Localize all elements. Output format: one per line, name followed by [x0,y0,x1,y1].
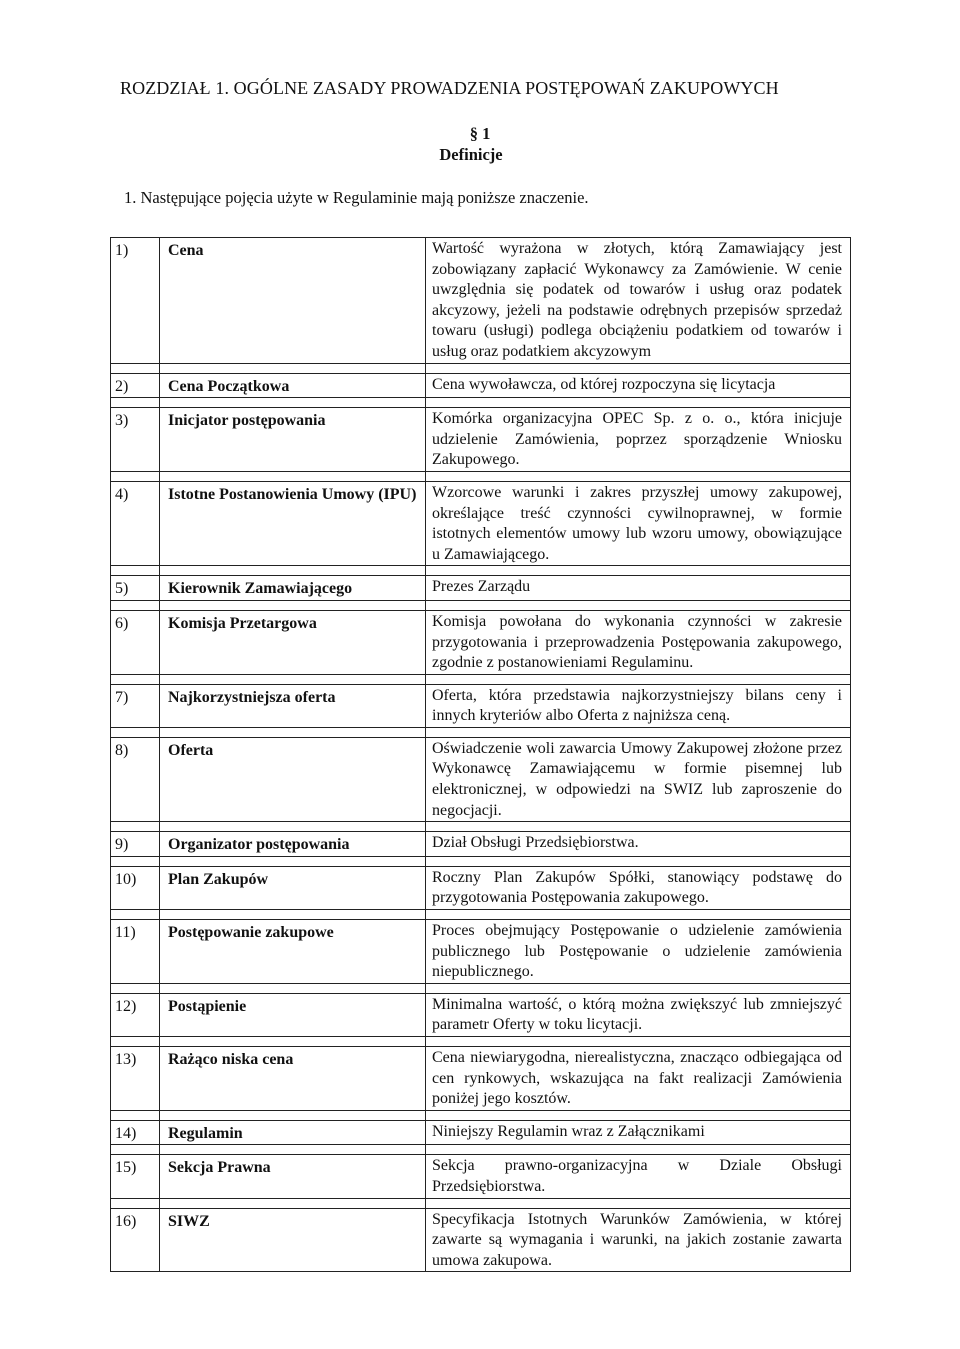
definition-description: Oświadczenie woli zawarcia Umowy Zakupowej złożone przez Wykonawcę Zamawiającemu w formie pisemnej lub elektronicznej, w odpowiedzi na SWIZ lub zaproszenie do negocjacji. [426,737,851,821]
definition-row [111,920,851,984]
definition-description: Roczny Plan Zakupów Spółki, stanowiący podstawę do przygotowania Postępowania zakupowego. [426,866,851,909]
definition-number: 5) [111,576,160,601]
definition-number: 12) [111,993,160,1036]
definition-term: Oferta [160,737,426,821]
row-spacer [111,398,851,408]
definition-number: 11) [111,920,160,984]
definition-description: Proces obejmujący Postępowanie o udzielenie zamówienia publicznego lub Postępowanie o udzielenie zamówienia niepublicznego. [426,920,851,984]
definition-row [111,866,851,909]
row-spacer-cell [111,1110,160,1120]
row-spacer-cell [426,566,851,576]
definition-row [111,1155,851,1198]
row-spacer-cell [111,1037,160,1047]
row-spacer [111,1037,851,1047]
definition-row [111,684,851,727]
definition-term: Inicjator postępowania [160,408,426,472]
definition-row [111,610,851,674]
definition-term: Kierownik Zamawiającego [160,576,426,601]
row-spacer-cell [426,600,851,610]
row-spacer-cell [426,1110,851,1120]
definitions-table-body [111,238,851,1272]
row-spacer-cell [111,856,160,866]
definition-description: Dział Obsługi Przedsiębiorstwa. [426,832,851,857]
definition-row [111,1047,851,1111]
definition-row [111,481,851,565]
definition-number: 8) [111,737,160,821]
definition-description: Komórka organizacyjna OPEC Sp. z o. o., która inicjuje udzielenie Zamówienia, poprzez sporządzenie Wniosku Zakupowego. [426,408,851,472]
definition-row [111,1208,851,1272]
definition-term: Istotne Postanowienia Umowy (IPU) [160,481,426,565]
row-spacer-cell [160,398,426,408]
row-spacer-cell [426,856,851,866]
row-spacer-cell [160,1145,426,1155]
definition-term: Postąpienie [160,993,426,1036]
row-spacer-cell [160,363,426,373]
definition-number: 6) [111,610,160,674]
row-spacer-cell [160,471,426,481]
chapter-title: ROZDZIAŁ 1. OGÓLNE ZASADY PROWADZENIA POSTĘPOWAŃ ZAKUPOWYCH [120,78,779,98]
definition-number: 13) [111,1047,160,1111]
row-spacer-cell [426,1145,851,1155]
row-spacer-cell [426,674,851,684]
row-spacer [111,910,851,920]
definitions-table [110,237,851,1272]
row-spacer-cell [426,910,851,920]
definition-term: Organizator postępowania [160,832,426,857]
row-spacer [111,822,851,832]
row-spacer-cell [426,822,851,832]
definition-description: Niniejszy Regulamin wraz z Załącznikami [426,1120,851,1145]
definition-term: Rażąco niska cena [160,1047,426,1111]
row-spacer [111,566,851,576]
definition-row [111,993,851,1036]
row-spacer [111,1198,851,1208]
row-spacer [111,1110,851,1120]
definition-number: 1) [111,238,160,364]
row-spacer-cell [160,674,426,684]
definition-term: Komisja Przetargowa [160,610,426,674]
row-spacer-cell [111,983,160,993]
definition-number: 14) [111,1120,160,1145]
definition-number: 2) [111,373,160,398]
definition-term: Cena Początkowa [160,373,426,398]
row-spacer-cell [111,471,160,481]
definition-description: Komisja powołana do wykonania czynności w zakresie przygotowania i przeprowadzenia Postępowania zakupowego, zgodnie z postanowieniami Regulaminu. [426,610,851,674]
definition-row [111,373,851,398]
definition-term: Regulamin [160,1120,426,1145]
row-spacer-cell [426,471,851,481]
row-spacer-cell [160,856,426,866]
row-spacer-cell [111,398,160,408]
row-spacer [111,1145,851,1155]
section-number: § 1 [469,124,491,143]
row-spacer-cell [111,822,160,832]
row-spacer-cell [426,363,851,373]
definition-description: Cena niewiarygodna, nierealistyczna, znacząco odbiegająca od cen rynkowych, wskazująca na fakt realizacji Zamówienia poniżej jego kosztów. [426,1047,851,1111]
row-spacer-cell [160,983,426,993]
row-spacer-cell [111,566,160,576]
definition-description: Wzorcowe warunki i zakres przyszłej umowy zakupowej, określające treść czynności cywilnoprawnej, w formie istotnych elementów umowy lub wzoru umowy, obowiązujące u Zamawiającego. [426,481,851,565]
definition-term: Najkorzystniejsza oferta [160,684,426,727]
definition-row [111,576,851,601]
definition-description: Minimalna wartość, o którą można zwiększyć lub zmniejszyć parametr Oferty w toku licytacji. [426,993,851,1036]
definition-number: 10) [111,866,160,909]
row-spacer-cell [160,1198,426,1208]
row-spacer-cell [111,674,160,684]
row-spacer-cell [426,983,851,993]
row-spacer [111,727,851,737]
definition-description: Prezes Zarządu [426,576,851,601]
row-spacer [111,983,851,993]
row-spacer-cell [160,1037,426,1047]
row-spacer-cell [111,363,160,373]
definition-row [111,832,851,857]
definition-description: Cena wywoławcza, od której rozpoczyna się licytacja [426,373,851,398]
row-spacer-cell [426,1037,851,1047]
definition-term: SIWZ [160,1208,426,1272]
row-spacer-cell [426,1198,851,1208]
definition-term: Cena [160,238,426,364]
row-spacer-cell [160,910,426,920]
row-spacer-cell [111,1145,160,1155]
row-spacer-cell [426,398,851,408]
section-title: Definicje [439,145,503,164]
definition-description: Specyfikacja Istotnych Warunków Zamówienia, w której zawarte są wymagania i warunki, na jakich zostanie zawarta umowa zakupowa. [426,1208,851,1272]
definition-term: Sekcja Prawna [160,1155,426,1198]
definition-number: 9) [111,832,160,857]
definition-number: 7) [111,684,160,727]
row-spacer-cell [426,727,851,737]
definition-number: 3) [111,408,160,472]
row-spacer-cell [111,1198,160,1208]
definition-row [111,238,851,364]
row-spacer [111,600,851,610]
row-spacer-cell [160,566,426,576]
row-spacer [111,856,851,866]
definition-term: Postępowanie zakupowe [160,920,426,984]
definition-term: Plan Zakupów [160,866,426,909]
definition-row [111,1120,851,1145]
row-spacer-cell [111,910,160,920]
intro-paragraph: 1. Następujące pojęcia użyte w Regulaminie mają poniższe znaczenie. [124,188,589,207]
definition-description: Wartość wyrażona w złotych, którą Zamawiający jest zobowiązany zapłacić Wykonawcy za Zamówienie. W cenie uwzględnia się podatek od towarów i usług oraz podatek akcyzowy, jeżeli na podstawie odrębnych przepisów sprzedaż towaru (usługi) podlega obciążeniu podatkiem od towarów i usług oraz podatkiem akcyzowym [426,238,851,364]
row-spacer [111,674,851,684]
row-spacer-cell [111,600,160,610]
row-spacer-cell [160,822,426,832]
row-spacer [111,471,851,481]
row-spacer-cell [160,727,426,737]
definition-row [111,737,851,821]
row-spacer-cell [111,727,160,737]
definition-description: Sekcja prawno-organizacyjna w Dziale Obsługi Przedsiębiorstwa. [426,1155,851,1198]
definition-number: 15) [111,1155,160,1198]
row-spacer-cell [160,1110,426,1120]
row-spacer [111,363,851,373]
definition-number: 4) [111,481,160,565]
definition-description: Oferta, która przedstawia najkorzystniejszy bilans ceny i innych kryteriów albo Oferta z najniższa ceną. [426,684,851,727]
definition-row [111,408,851,472]
definition-number: 16) [111,1208,160,1272]
row-spacer-cell [160,600,426,610]
